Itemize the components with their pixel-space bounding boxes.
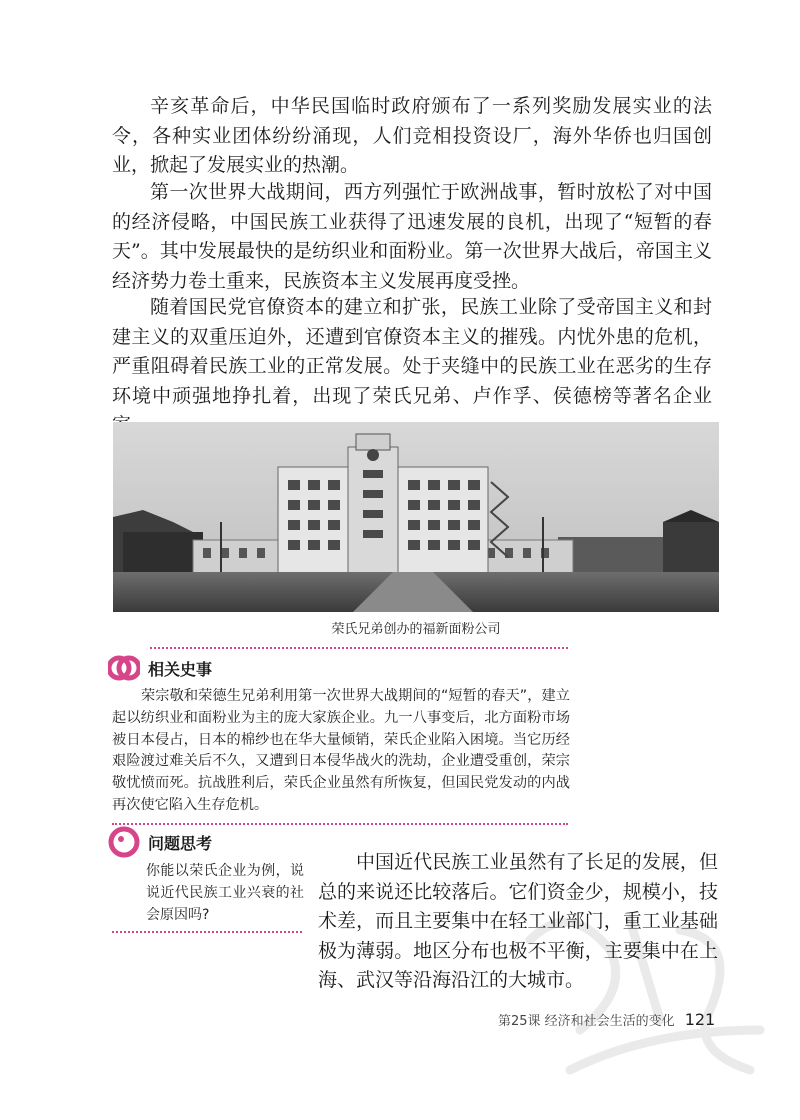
paragraph-1: 辛亥革命后，中华民国临时政府颁布了一系列奖励发展实业的法令，各种实业团体纷纷涌现，人们竞相投资设厂，海外华侨也归国创业，掀起了发展实业的热潮。: [112, 95, 712, 176]
divider: [150, 647, 568, 649]
paragraph-2: 第一次世界大战期间，西方列强忙于欧洲战事，暂时放松了对中国的经济侵略，中国民族工业获得了迅速发展的良机，出现了“短暂的春天”。其中发展最快的是纺织业和面粉业。第一次世界大战后，帝国主义经济势力卷土重来，民族资本主义发展再度受挫。: [112, 181, 712, 292]
related-history-text: 荣宗敬和荣德生兄弟利用第一次世界大战期间的“短暂的春天”，建立起以纺织业和面粉业为主的庞大家族企业。九一八事变后，北方面粉市场被日本侵占，日本的棉纱也在华大量倾销，荣氏企业陷入困境。当它历经艰险渡过难关后不久，又遭到日本侵华战火的洗劫，企业遭受重创，荣宗敬忧愤而死。抗战胜利后，荣氏企业虽然有所恢复，但国民党发动的内战再次使它陷入生存危机。: [112, 688, 570, 813]
question-icon: [108, 826, 140, 858]
related-history-heading: [108, 652, 212, 684]
page-footer: [498, 1010, 715, 1029]
related-history-icon: [108, 652, 140, 684]
factory-photo: [113, 422, 719, 612]
lesson-title: 第25课 经济和社会生活的变化: [498, 1014, 675, 1029]
related-history-title: 相关史事: [148, 659, 213, 679]
paragraph-4: 中国近代民族工业虽然有了长足的发展，但总的来说还比较落后。它们资金少，规模小，技术差，而且主要集中在轻工业部门，重工业基础极为薄弱。地区分布也极不平衡，主要集中在上海、武汉等沿海沿江的大城市。: [318, 851, 718, 992]
paragraph-3: 随着国民党官僚资本的建立和扩张，民族工业除了受帝国主义和封建主义的双重压迫外，还遭到官僚资本主义的摧残。内忧外患的危机，严重阻碍着民族工业的正常发展。处于夹缝中的民族工业在恶劣的生存环境中顽强地挣扎着，出现了荣氏兄弟、卢作孚、侯德榜等著名企业: [112, 296, 712, 407]
question-heading: [108, 826, 212, 858]
question-title: 问题思考: [148, 833, 213, 853]
photo-caption: 荣氏兄弟创办的福新面粉公司: [331, 622, 501, 637]
divider: [112, 823, 568, 825]
divider: [112, 931, 302, 933]
page-number: 121: [684, 1010, 716, 1029]
question-text: 你能以荣氏企业为例，说说近代民族工业兴衰的社会原因吗?: [146, 863, 304, 923]
